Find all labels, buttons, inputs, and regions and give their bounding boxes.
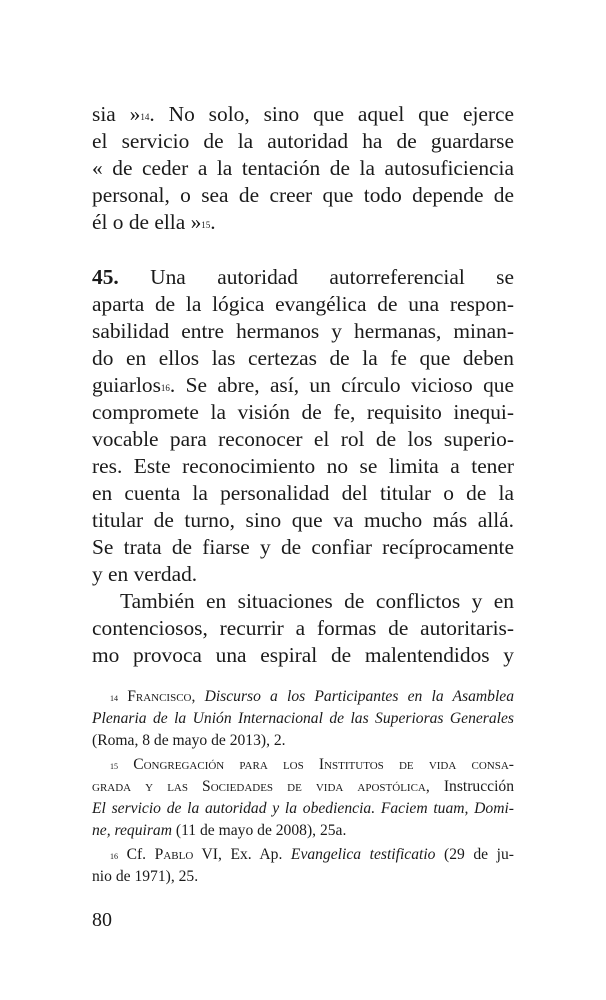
footnote-title: Plenaria de la Unión Internacional de las Superioras Generales	[92, 710, 514, 727]
text-line: vocable para reconocer el rol de los superio-	[92, 427, 514, 451]
footnote-line	[92, 708, 514, 730]
footnote-16	[110, 844, 514, 866]
footnote-line	[92, 776, 514, 798]
footnote-title: El servicio de la autoridad y la obediencia. Faciem tuam, Domi-	[92, 800, 514, 817]
text-run: (11 de mayo de 2008), 25a.	[171, 822, 347, 839]
footnote-15	[110, 754, 514, 776]
footnote-line	[92, 798, 514, 820]
text-line: aparta de la lógica evangélica de una respon-	[92, 292, 514, 316]
paragraph-number: 45.	[92, 265, 119, 289]
text-line	[92, 101, 514, 128]
text-run: Cf.	[126, 846, 155, 863]
footnote-title: Discurso a los Participantes en la Asamblea	[204, 688, 515, 705]
footnote-line: nio de 1971), 25.	[92, 868, 199, 885]
text-run: , Instrucción	[425, 778, 514, 795]
text-run: , Ex. Ap.	[218, 846, 291, 863]
text-run: Una autoridad autorreferencial se	[118, 265, 514, 289]
footnote-title: ne, requiram	[92, 822, 172, 839]
footnote-title: Evangelica testificatio	[290, 846, 436, 863]
text-run: . No solo, sino que aquel que ejerce	[149, 102, 514, 126]
text-line: personal, o sea de creer que todo depende de	[92, 183, 514, 207]
footnote-author: Pablo VI	[154, 846, 218, 863]
text-line: También en situaciones de conflictos y en	[120, 589, 514, 613]
text-run: .	[210, 210, 216, 234]
text-line: mo provoca una espiral de malentendidos y	[92, 643, 514, 667]
text-line	[92, 372, 514, 399]
footnote-ref-16[interactable]: 16	[160, 383, 170, 393]
text-run: (29 de ju-	[435, 846, 514, 863]
text-run: ,	[191, 688, 205, 705]
text-line: « de ceder a la tentación de la autosuficiencia	[92, 156, 514, 180]
text-line: en cuenta la personalidad del titular o de la	[92, 481, 514, 505]
text-line	[92, 209, 514, 236]
page-number: 80	[92, 909, 112, 931]
text-line: sabilidad entre hermanos y hermanas, minan-	[92, 319, 514, 343]
text-line: y en verdad.	[92, 562, 198, 586]
footnote-author: grada y las Sociedades de vida apostólica	[92, 778, 426, 795]
footnote-number: 14	[110, 694, 118, 703]
text-line: compromete la visión de fe, requisito inequi-	[92, 400, 514, 424]
text-line: res. Este reconocimiento no se limita a tener	[92, 454, 514, 478]
text-line: Se trata de fiarse y de confiar recíprocamente	[92, 535, 514, 559]
text-run: sia »	[92, 102, 141, 126]
footnote-ref-14[interactable]: 14	[140, 112, 150, 122]
text-line: titular de turno, sino que va mucho más allá.	[92, 508, 514, 532]
text-line	[92, 264, 514, 291]
text-line: el servicio de la autoridad ha de guardarse	[92, 129, 514, 153]
text-line: contenciosos, recurrir a formas de autoritaris-	[92, 616, 514, 640]
text-run: él o de ella »	[92, 210, 202, 234]
footnote-ref-15[interactable]: 15	[201, 220, 211, 230]
footnote-14	[110, 686, 514, 708]
text-line: do en ellos las certezas de la fe que deben	[92, 346, 514, 370]
text-run: . Se abre, así, un círculo vicioso que	[169, 373, 514, 397]
footnote-author: Francisco	[127, 688, 192, 705]
footnote-author: Congregación para los Institutos de vida consa-	[133, 756, 514, 773]
footnote-line	[92, 820, 514, 842]
footnote-number: 16	[110, 852, 118, 861]
footnote-number: 15	[110, 762, 118, 771]
footnote-line: (Roma, 8 de mayo de 2013), 2.	[92, 732, 286, 749]
text-run: guiarlos	[92, 373, 161, 397]
